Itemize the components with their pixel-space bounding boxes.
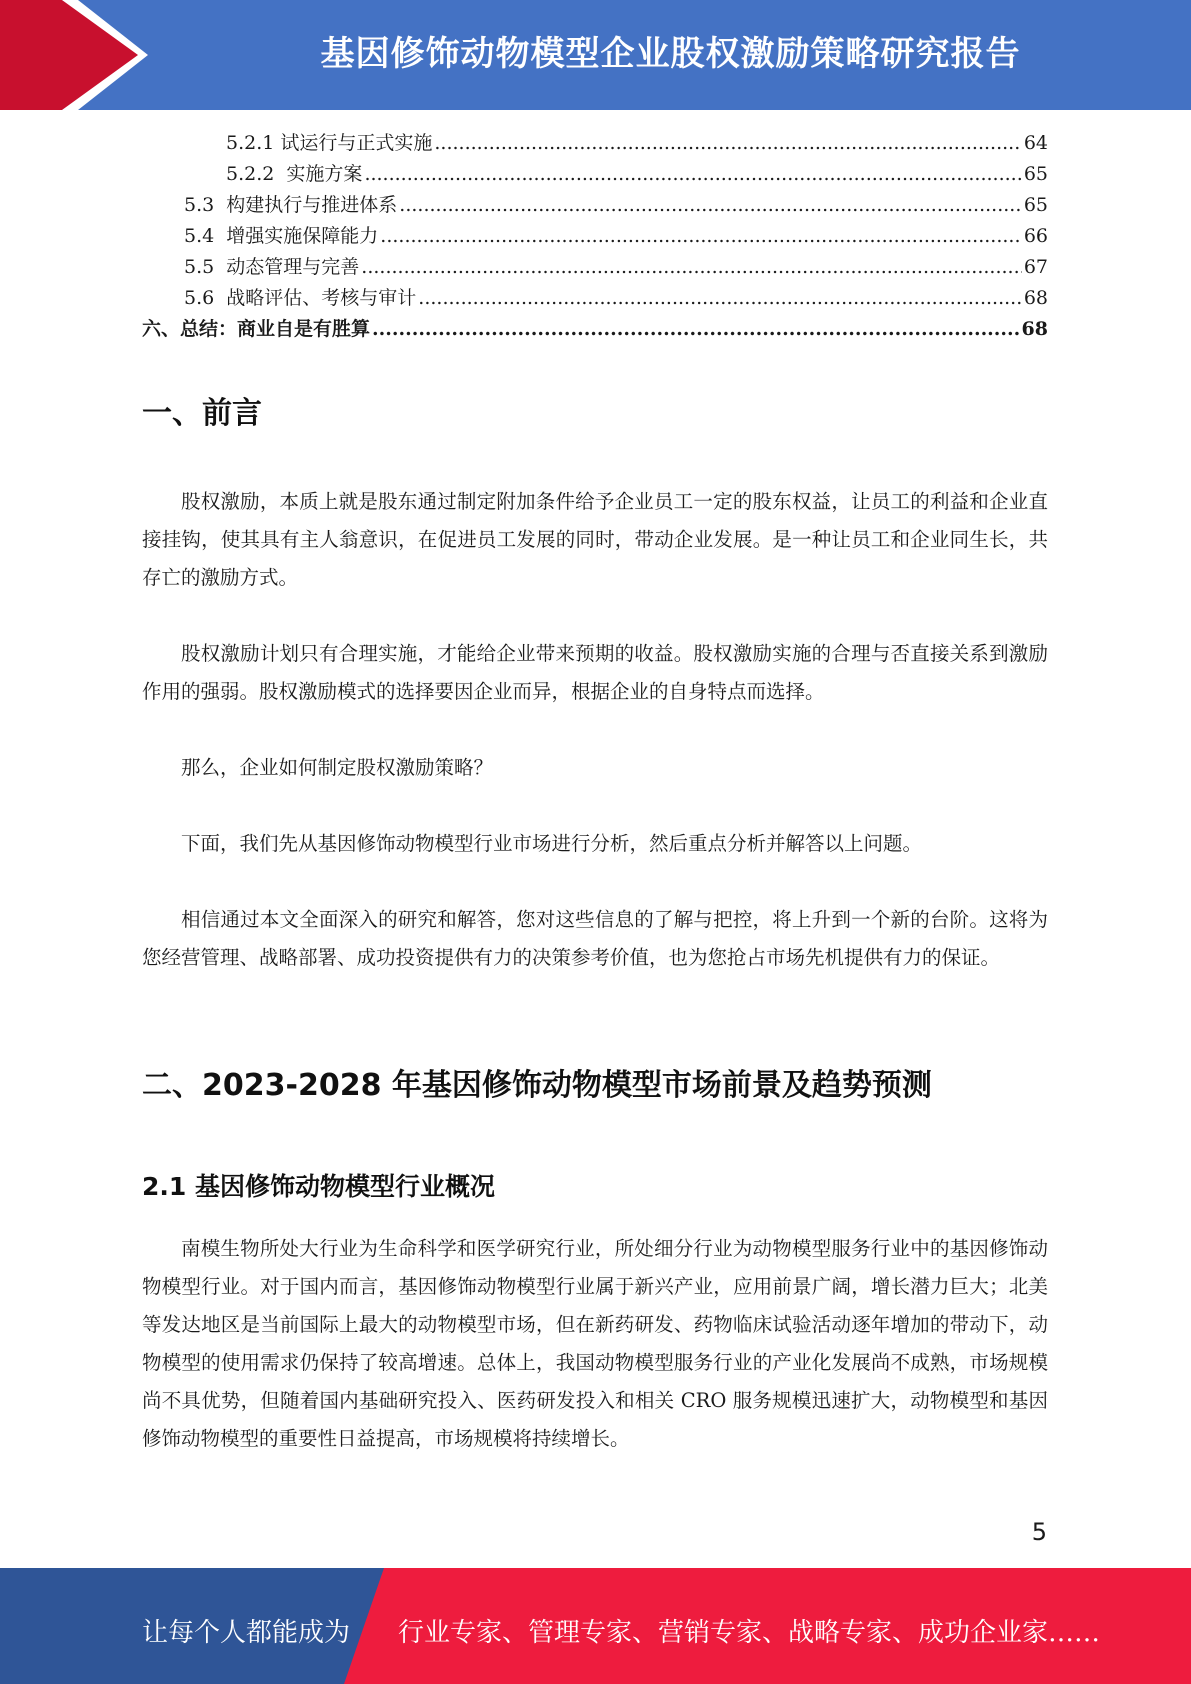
footer-slogan-left: 让每个人都能成为 <box>142 1618 351 1648</box>
paragraph: 那么，企业如何制定股权激励策略？ <box>181 756 494 779</box>
toc-entry-label: 5.2.2 实施方案 <box>226 163 363 185</box>
toc-leader-dots <box>418 287 1022 309</box>
toc-entry-page: 68 <box>1021 318 1048 340</box>
toc-entry-label: 六、总结：商业自是有胜算 <box>142 318 371 340</box>
paragraph: 股权激励计划只有合理实施，才能给企业带来预期的收益。股权激励实施的合理与否直接关系到激励作用的强弱。股权激励模式的选择要因企业而异，根据企业的自身特点而选择。 <box>142 642 1048 703</box>
page-header <box>0 0 1191 110</box>
toc-entry-page: 67 <box>1023 256 1048 278</box>
paragraph: 股权激励，本质上就是股东通过制定附加条件给予企业员工一定的股东权益，让员工的利益和企业直接挂钩，使其具有主人翁意识，在促进员工发展的同时，带动企业发展。是一种让员工和企业同生长，共存亡的激励方式。 <box>142 490 1048 589</box>
toc-leader-dots <box>380 225 1022 247</box>
toc-leader-dots <box>364 163 1021 185</box>
toc-leader-dots <box>399 194 1022 216</box>
paragraph: 下面，我们先从基因修饰动物模型行业市场进行分析，然后重点分析并解答以上问题。 <box>181 832 923 855</box>
table-of-contents <box>142 128 1048 345</box>
page-number: 5 <box>1031 1518 1047 1546</box>
section-heading: 二、2023-2028 年基因修饰动物模型市场前景及趋势预测 <box>142 1068 932 1103</box>
toc-entry-page: 65 <box>1023 163 1048 185</box>
footer-slogan-right: 行业专家、管理专家、营销专家、战略专家、成功企业家…… <box>398 1618 1101 1648</box>
toc-entry[interactable] <box>142 159 1048 190</box>
toc-entry-page: 65 <box>1023 194 1048 216</box>
section-heading: 一、前言 <box>142 396 262 431</box>
paragraph: 南模生物所处大行业为生命科学和医学研究行业，所处细分行业为动物模型服务行业中的基因修饰动物模型行业。对于国内而言，基因修饰动物模型行业属于新兴产业，应用前景广阔，增长潜力巨大；北美等发达地区是当前国际上最大的动物模型市场，但在新药研发、药物临床试验活动逐年增加的带动下，动物模型的使用需求仍保持了较高增速。总体上，我国动物模型服务行业的产业化发展尚不成熟，市场规模尚不具优势，但随着国内基础研究投入、医药研发投入和相关 CRO 服务规模迅速扩大，动物模型和基因修饰动物模型的重要性日益提高，市场规模将持续增长。 <box>142 1237 1048 1450</box>
toc-leader-dots <box>361 256 1022 278</box>
toc-entry-label: 5.3 构建执行与推进体系 <box>184 194 398 216</box>
toc-entry-label: 5.2.1 试运行与正式实施 <box>226 132 433 154</box>
toc-entry-page: 64 <box>1023 132 1048 154</box>
toc-entry[interactable] <box>142 190 1048 221</box>
subsection-heading: 2.1 基因修饰动物模型行业概况 <box>142 1172 495 1201</box>
toc-entry-label: 5.4 增强实施保障能力 <box>184 225 379 247</box>
toc-entry-page: 68 <box>1023 287 1048 309</box>
toc-entry[interactable] <box>142 128 1048 159</box>
report-title: 基因修饰动物模型企业股权激励策略研究报告 <box>320 34 1021 74</box>
page-footer <box>0 1568 1191 1684</box>
toc-leader-dots <box>372 318 1020 340</box>
toc-entry[interactable] <box>142 221 1048 252</box>
toc-entry[interactable] <box>142 252 1048 283</box>
toc-entry[interactable] <box>142 314 1048 345</box>
toc-entry-page: 66 <box>1023 225 1048 247</box>
toc-entry-label: 5.5 动态管理与完善 <box>184 256 360 278</box>
toc-entry[interactable] <box>142 283 1048 314</box>
toc-entry-label: 5.6 战略评估、考核与审计 <box>184 287 417 309</box>
paragraph: 相信通过本文全面深入的研究和解答，您对这些信息的了解与把控，将上升到一个新的台阶。这将为您经营管理、战略部署、成功投资提供有力的决策参考价值，也为您抢占市场先机提供有力的保证。 <box>142 908 1048 969</box>
toc-leader-dots <box>434 132 1021 154</box>
